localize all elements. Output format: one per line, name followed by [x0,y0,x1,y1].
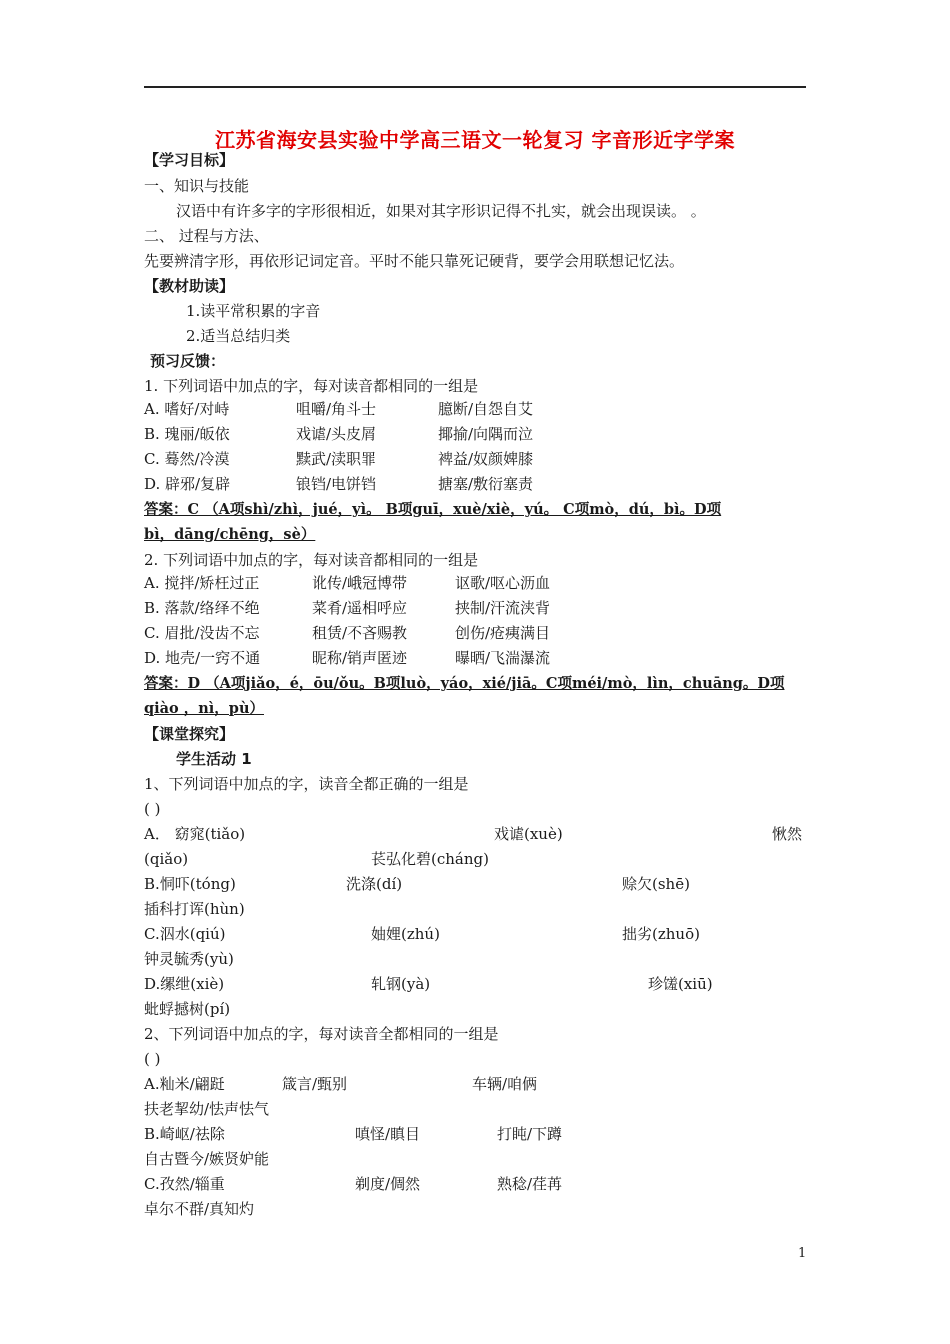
q2-option-b-1: B. 落款/络绎不绝 [144,599,260,617]
e2-option-a-4: 扶老挈幼/怯声怯气 [144,1100,270,1118]
q1-option-c-1: C. 蓦然/冷漠 [144,450,230,468]
goal-knowledge-text: 汉语中有许多字的字形很相近，如果对其字形识记得不扎实，就会出现误读。 。 [176,202,706,220]
q2-option-d-2: 昵称/销声匿迹 [312,649,408,667]
section-learning-goals: 【学习目标】 [144,151,235,169]
e1-option-d-1: D.缧绁(xiè) [144,975,225,993]
answer-1-line-1: 答案：C （A项shì/zhì，jué，yì。 B项guī，xuè/xiè，yú。 C项mò，dú，bì。D项 [144,501,722,518]
q2-option-c-1: C. 眉批/没齿不忘 [144,624,260,642]
q1-option-a-3: 臆断/自怨自艾 [438,400,534,418]
e1-option-c-2: 妯娌(zhú) [371,925,440,943]
e1-option-c-1: C.泅水(qiú) [144,925,226,943]
e2-option-c-4: 卓尔不群/真知灼 [144,1200,255,1218]
e1-option-b-1: B.恫吓(tóng) [144,875,236,893]
e1-option-d-4: 蚍蜉撼树(pí) [144,1000,231,1018]
q2-option-d-3: 曝晒/飞湍瀑流 [455,649,551,667]
q2-option-a-2: 讹传/峨冠博带 [312,574,408,592]
guide-item-2: 2.适当总结归类 [186,327,291,345]
q2-option-a-3: 讴歌/呕心沥血 [455,574,551,592]
exercise-2-answer-blank: ( ) [144,1050,161,1068]
header-rule [144,86,806,88]
q2-option-c-2: 租赁/不吝赐教 [312,624,408,642]
e2-option-a-3: 车辆/咱俩 [472,1075,538,1093]
student-activity-heading: 学生活动 1 [176,750,252,768]
goal-knowledge: 一、知识与技能 [144,177,250,195]
exercise-2: 2、下列词语中加点的字，每对读音全都相同的一组是 [144,1025,499,1043]
e2-option-b-3: 打盹/下蹲 [497,1125,563,1143]
e1-option-b-2: 洗涤(dí) [346,875,403,893]
exercise-1: 1、下列词语中加点的字，读音全都正确的一组是 [144,775,469,793]
e1-option-b-3: 赊欠(shē) [622,875,690,893]
section-textbook-guide: 【教材助读】 [144,277,235,295]
e1-option-a-2: 戏谑(xuè) [494,825,563,843]
e2-option-c-2: 剃度/倜然 [355,1175,421,1193]
e1-option-d-3: 珍馐(xiū) [648,975,713,993]
question-2: 2. 下列词语中加点的字，每对读音都相同的一组是 [144,551,479,569]
q1-option-c-3: 裨益/奴颜婢膝 [438,450,534,468]
preview-feedback-heading: 预习反馈： [150,352,226,370]
section-class-inquiry: 【课堂探究】 [144,725,235,743]
question-1: 1. 下列词语中加点的字，每对读音都相同的一组是 [144,377,479,395]
e1-option-c-4: 钟灵毓秀(yù) [144,950,234,968]
q1-option-b-3: 揶揄/向隅而泣 [438,425,534,443]
guide-item-1: 1.读平常积累的字音 [186,302,321,320]
q1-option-b-2: 戏谑/头皮屑 [296,425,377,443]
answer-1-line-2: bì，dāng/chēng，sè） [144,526,316,543]
q1-option-d-3: 搪塞/敷衍塞责 [438,475,534,493]
q1-option-d-1: D. 辟邪/复辟 [144,475,231,493]
q1-option-c-2: 黩武/渎职罪 [296,450,377,468]
q1-option-a-1: A. 嗜好/对峙 [144,400,230,418]
q1-option-d-2: 锒铛/电饼铛 [296,475,377,493]
q2-option-d-1: D. 地壳/一窍不通 [144,649,261,667]
page-number: 1 [798,1246,807,1261]
q2-option-b-3: 挟制/汗流浃背 [455,599,551,617]
e2-option-a-2: 箴言/甄别 [282,1075,348,1093]
goal-method: 二、 过程与方法、 [144,227,269,245]
e1-option-b-4: 插科打诨(hùn) [144,900,245,918]
exercise-1-answer-blank: ( ) [144,800,161,818]
e1-option-a-1: A． 窈窕(tiǎo) [144,825,246,843]
q2-option-b-2: 菜肴/遥相呼应 [312,599,408,617]
e1-option-d-2: 轧钢(yà) [371,975,431,993]
page-title: 江苏省海安县实验中学高三语文一轮复习 字音形近字学案 [215,128,735,152]
e2-option-c-1: C.孜然/辎重 [144,1175,225,1193]
e2-option-b-1: B.崎岖/祛除 [144,1125,225,1143]
e1-option-a-3: 愀然 [772,825,803,843]
q1-option-b-1: B. 瑰丽/皈依 [144,425,230,443]
answer-2-line-1: 答案：D （A项jiǎo，é，ōu/ǒu。B项luò，yáo，xié/jiā。C项méi/mò，lìn，chuāng。D项 [144,675,785,692]
e1-option-a-5: 苌弘化碧(cháng) [371,850,489,868]
e2-option-a-1: A.籼米/翩跹 [144,1075,225,1093]
goal-method-text: 先要辨清字形，再依形记词定音。平时不能只靠死记硬背，要学会用联想记忆法。 [144,252,685,270]
q2-option-a-1: A. 搅拌/矫枉过正 [144,574,260,592]
e2-option-c-3: 熟稔/荏苒 [497,1175,563,1193]
e2-option-b-4: 自古暨今/嫉贤妒能 [144,1150,270,1168]
e1-option-c-3: 拙劣(zhuō) [622,925,700,943]
e1-option-a-4: (qiǎo) [144,850,189,868]
answer-2-line-2: qiào ，nì，pù） [144,700,264,717]
e2-option-b-2: 嗔怪/瞋目 [355,1125,421,1143]
q2-option-c-3: 创伤/疮痍满目 [455,624,551,642]
q1-option-a-2: 咀嚼/角斗士 [296,400,377,418]
